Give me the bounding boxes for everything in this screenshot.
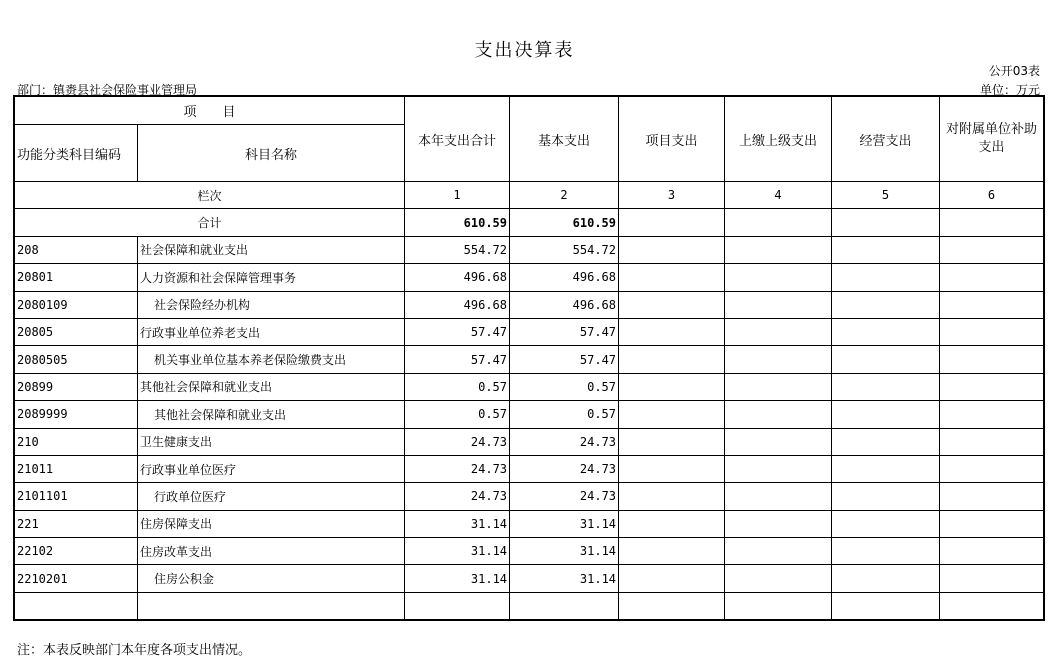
row-project	[619, 510, 725, 537]
row-project	[619, 538, 725, 565]
column-index-2: 2	[510, 182, 619, 209]
row-upper	[725, 483, 832, 510]
table-row	[15, 455, 1044, 482]
sum-total: 610.59	[405, 209, 510, 236]
row-project	[619, 455, 725, 482]
header-upper: 上缴上级支出	[725, 97, 832, 182]
row-subject-name: 行政单位医疗	[138, 483, 405, 510]
table-row	[15, 236, 1044, 263]
row-total: 24.73	[405, 483, 510, 510]
table-row	[15, 483, 1044, 510]
row-subject-name: 住房改革支出	[138, 538, 405, 565]
row-upper	[725, 510, 832, 537]
row-total: 57.47	[405, 346, 510, 373]
row-basic: 0.57	[510, 373, 619, 400]
row-basic: 31.14	[510, 510, 619, 537]
row-project	[619, 401, 725, 428]
row-business	[832, 291, 940, 318]
row-business	[832, 318, 940, 345]
header-func-code: 功能分类科目编码	[15, 125, 138, 182]
table-row	[15, 373, 1044, 400]
row-subsidy	[940, 346, 1044, 373]
sum-basic: 610.59	[510, 209, 619, 236]
row-upper	[725, 291, 832, 318]
row-code: 2101101	[15, 483, 138, 510]
sum-row	[15, 209, 1044, 236]
sum-subsidy	[940, 209, 1044, 236]
page-title: 支出决算表	[474, 40, 575, 61]
row-subject-name	[138, 592, 405, 619]
row-subsidy	[940, 538, 1044, 565]
row-code: 210	[15, 428, 138, 455]
table-row	[15, 538, 1044, 565]
row-subsidy	[940, 592, 1044, 619]
header-subsidy: 对附属单位补助支出	[940, 97, 1044, 182]
table-row	[15, 510, 1044, 537]
unit-label: 单位：万元	[979, 83, 1040, 97]
row-project	[619, 592, 725, 619]
row-business	[832, 565, 940, 592]
row-basic: 31.14	[510, 538, 619, 565]
row-subsidy	[940, 483, 1044, 510]
row-subsidy	[940, 510, 1044, 537]
row-code	[15, 592, 138, 619]
row-project	[619, 428, 725, 455]
row-subject-name: 人力资源和社会保障管理事务	[138, 264, 405, 291]
row-business	[832, 483, 940, 510]
row-subsidy	[940, 565, 1044, 592]
row-upper	[725, 401, 832, 428]
header-total: 本年支出合计	[405, 97, 510, 182]
row-project	[619, 318, 725, 345]
row-upper	[725, 373, 832, 400]
row-total: 31.14	[405, 510, 510, 537]
sum-upper	[725, 209, 832, 236]
table-row	[15, 346, 1044, 373]
row-subsidy	[940, 401, 1044, 428]
column-index-6: 6	[940, 182, 1044, 209]
row-basic: 31.14	[510, 565, 619, 592]
row-project	[619, 373, 725, 400]
row-subject-name: 行政事业单位养老支出	[138, 318, 405, 345]
row-code: 2210201	[15, 565, 138, 592]
row-code: 221	[15, 510, 138, 537]
row-upper	[725, 346, 832, 373]
sum-business	[832, 209, 940, 236]
row-upper	[725, 236, 832, 263]
row-code: 22102	[15, 538, 138, 565]
row-project	[619, 483, 725, 510]
table-row	[15, 291, 1044, 318]
row-upper	[725, 428, 832, 455]
row-basic	[510, 592, 619, 619]
row-basic: 57.47	[510, 318, 619, 345]
row-upper	[725, 592, 832, 619]
row-business	[832, 373, 940, 400]
row-code: 2089999	[15, 401, 138, 428]
header-subject-name: 科目名称	[138, 125, 405, 182]
row-business	[832, 264, 940, 291]
row-basic: 0.57	[510, 401, 619, 428]
row-upper	[725, 318, 832, 345]
row-subject-name: 卫生健康支出	[138, 428, 405, 455]
row-project	[619, 264, 725, 291]
row-total	[405, 592, 510, 619]
sum-label: 合计	[15, 209, 405, 236]
row-upper	[725, 565, 832, 592]
table-row	[15, 565, 1044, 592]
header-row-1	[15, 97, 1044, 125]
column-index-5: 5	[832, 182, 940, 209]
row-code: 208	[15, 236, 138, 263]
row-subsidy	[940, 455, 1044, 482]
expenditure-table	[14, 96, 1044, 620]
row-business	[832, 401, 940, 428]
row-code: 20899	[15, 373, 138, 400]
row-total: 24.73	[405, 428, 510, 455]
row-basic: 554.72	[510, 236, 619, 263]
row-upper	[725, 538, 832, 565]
row-business	[832, 346, 940, 373]
header-project: 项目支出	[619, 97, 725, 182]
row-subsidy	[940, 236, 1044, 263]
row-subsidy	[940, 373, 1044, 400]
footnote: 注：本表反映部门本年度各项支出情况。	[17, 643, 252, 658]
row-total: 554.72	[405, 236, 510, 263]
row-subject-name: 社会保险经办机构	[138, 291, 405, 318]
row-project	[619, 236, 725, 263]
row-subsidy	[940, 428, 1044, 455]
row-business	[832, 510, 940, 537]
department-label: 部门：镇赉县社会保险事业管理局	[17, 83, 198, 97]
row-total: 0.57	[405, 401, 510, 428]
row-project	[619, 291, 725, 318]
row-subject-name: 住房公积金	[138, 565, 405, 592]
row-project	[619, 346, 725, 373]
row-subject-name: 行政事业单位医疗	[138, 455, 405, 482]
row-basic: 24.73	[510, 455, 619, 482]
header-item: 项 目	[15, 97, 405, 125]
column-index-row	[15, 182, 1044, 209]
row-code: 2080109	[15, 291, 138, 318]
row-basic: 496.68	[510, 291, 619, 318]
column-index-label: 栏次	[15, 182, 405, 209]
row-subsidy	[940, 264, 1044, 291]
row-subject-name: 住房保障支出	[138, 510, 405, 537]
row-total: 31.14	[405, 538, 510, 565]
row-upper	[725, 455, 832, 482]
row-business	[832, 455, 940, 482]
column-index-4: 4	[725, 182, 832, 209]
row-code: 20801	[15, 264, 138, 291]
column-index-3: 3	[619, 182, 725, 209]
header-basic: 基本支出	[510, 97, 619, 182]
row-code: 21011	[15, 455, 138, 482]
row-total: 496.68	[405, 264, 510, 291]
table-row	[15, 592, 1044, 619]
sum-project	[619, 209, 725, 236]
row-subject-name: 社会保障和就业支出	[138, 236, 405, 263]
row-subject-name: 机关事业单位基本养老保险缴费支出	[138, 346, 405, 373]
row-basic: 24.73	[510, 483, 619, 510]
row-subject-name: 其他社会保障和就业支出	[138, 401, 405, 428]
row-total: 31.14	[405, 565, 510, 592]
row-subsidy	[940, 318, 1044, 345]
table-row	[15, 264, 1044, 291]
table-row	[15, 318, 1044, 345]
row-basic: 24.73	[510, 428, 619, 455]
row-basic: 496.68	[510, 264, 619, 291]
header-business: 经营支出	[832, 97, 940, 182]
row-subsidy	[940, 291, 1044, 318]
row-total: 496.68	[405, 291, 510, 318]
row-total: 0.57	[405, 373, 510, 400]
row-code: 20805	[15, 318, 138, 345]
table-row	[15, 428, 1044, 455]
row-total: 57.47	[405, 318, 510, 345]
row-business	[832, 538, 940, 565]
column-index-1: 1	[405, 182, 510, 209]
row-business	[832, 592, 940, 619]
row-total: 24.73	[405, 455, 510, 482]
row-code: 2080505	[15, 346, 138, 373]
row-business	[832, 428, 940, 455]
row-upper	[725, 264, 832, 291]
row-project	[619, 565, 725, 592]
form-number: 公开03表	[988, 64, 1040, 78]
row-subject-name: 其他社会保障和就业支出	[138, 373, 405, 400]
row-basic: 57.47	[510, 346, 619, 373]
table-row	[15, 401, 1044, 428]
row-business	[832, 236, 940, 263]
